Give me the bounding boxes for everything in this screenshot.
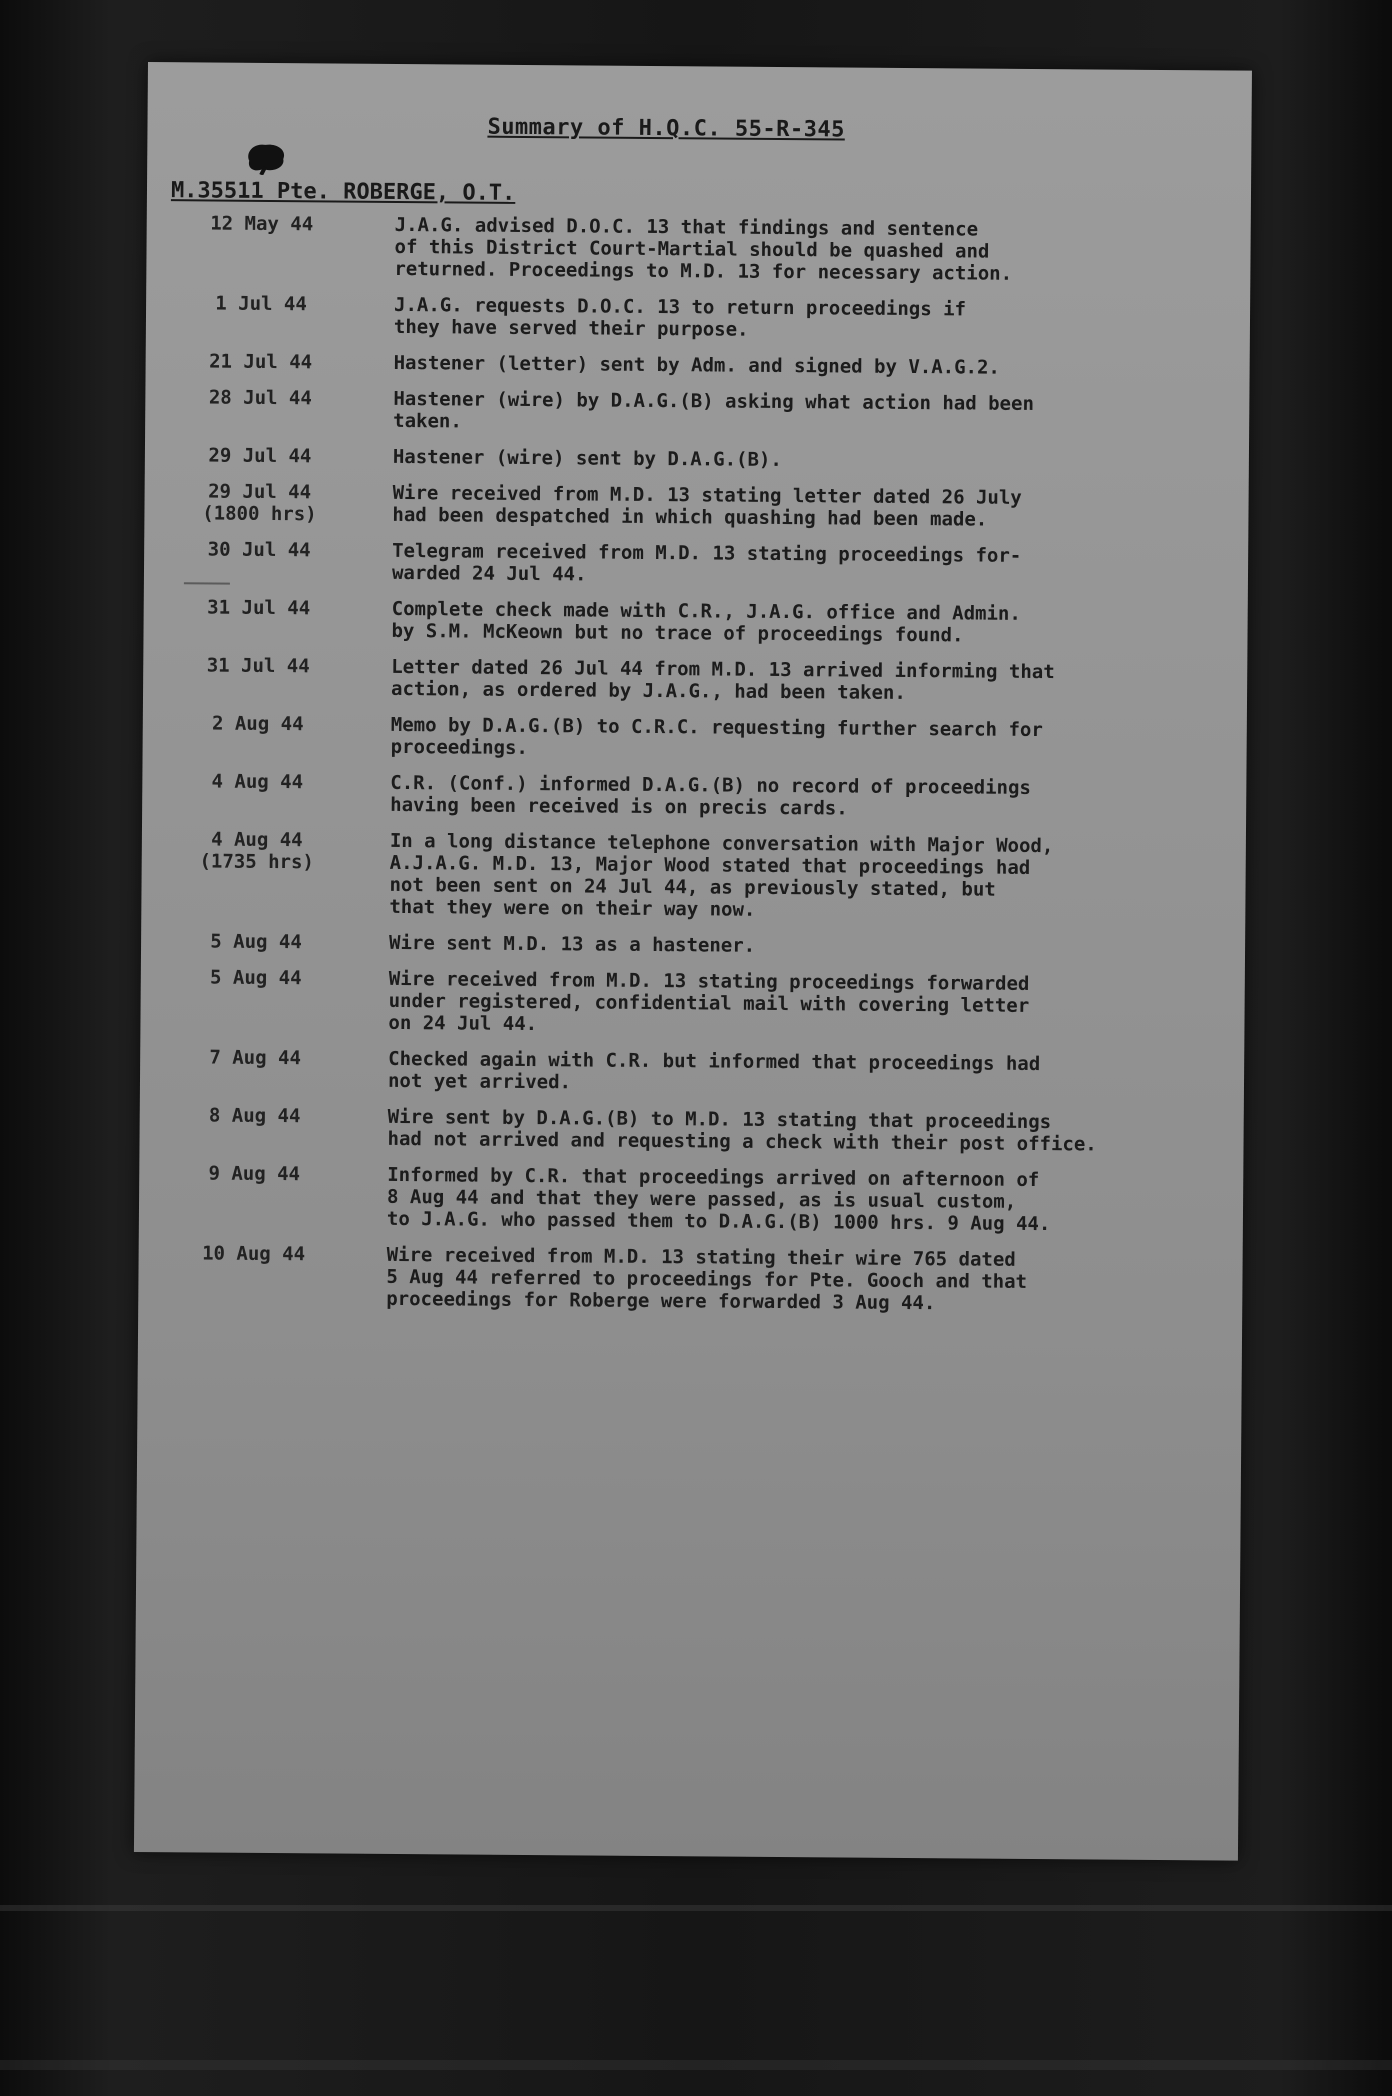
film-scratch-top [0,1905,1392,1911]
document-page [134,62,1252,1861]
chronology-entry [143,712,1247,765]
chronology-entry [143,654,1247,707]
chronology-entry [143,596,1247,649]
chronology-entry [140,1046,1244,1099]
chronology-entry [139,1104,1243,1157]
entry-text: In a long distance telephone conversation with Major Wood, A.J.A.G. M.D. 13, Major Wood stated that proceedings had not been sent on 24 Jul 44, as previously stated, but that they were on their way now. [389,829,1054,921]
entry-text: Telegram received from M.D. 13 stating proceedings for- warded 24 Jul 44. [391,539,1022,586]
document-content [134,62,1252,1861]
chronology-entry [144,538,1248,591]
entry-date: 7 Aug 44 [209,1046,302,1070]
chronology-list [138,212,1251,1331]
entry-date: 5 Aug 44 [209,966,302,990]
entry-date: 2 Aug 44 [211,712,304,736]
entry-date: 31 Jul 44 [207,596,311,620]
entry-text: Checked again with C.R. but informed that proceedings had not yet arrived. [387,1047,1041,1094]
ink-blot-mark [243,139,289,175]
entry-text: C.R. (Conf.) informed D.A.G.(B) no record of proceedings having been received is on precis cards. [390,771,1032,820]
chronology-entry [146,350,1250,381]
chronology-entry [141,828,1246,925]
chronology-entry [146,292,1250,345]
entry-date: 8 Aug 44 [208,1104,301,1128]
entry-text: J.A.G. requests D.O.C. 13 to return proceedings if they have served their purpose. [393,293,967,341]
entry-text: Wire received from M.D. 13 stating letter dated 26 July had been despatched in which quashing had been made. [392,481,1022,531]
entry-date: 12 May 44 [210,212,314,236]
entry-text: J.A.G. advised D.O.C. 13 that findings and sentence of this District Court-Martial should be quashed and returned. Proceedings to M.D. 13 for necessary action. [394,213,1013,285]
entry-text: Hastener (wire) sent by D.A.G.(B). [392,445,782,471]
entry-text: Complete check made with C.R., J.A.G. office and Admin. by S.M. McKeown but no trace of proceedings found. [391,597,1021,647]
entry-text: Wire received from M.D. 13 stating proceedings forwarded under registered, confidential mail with covering letter on 24 Jul 44. [388,967,1030,1036]
entry-date: 4 Aug 44 [211,770,304,794]
entry-date: 9 Aug 44 [208,1162,301,1186]
entry-text: Informed by C.R. that proceedings arrived on afternoon of 8 Aug 44 and that they were passed, as is usual custom, to J.A.G. who passed them to D.A.G.(B) 1000 hrs. 9 Aug 44. [386,1163,1051,1236]
chronology-entry [140,966,1244,1041]
entry-text: Memo by D.A.G.(B) to C.R.C. requesting further search for proceedings. [390,713,1043,760]
chronology-entry [141,930,1245,961]
document-title: Summary of H.Q.C. 55-R-345 [487,114,845,143]
entry-date: 29 Jul 44 (1800 hrs) [202,480,317,526]
entry-text: Wire received from M.D. 13 stating their wire 765 dated 5 Aug 44 referred to proceedings for Pte. Gooch and that proceedings for Roberge were forwarded 3 Aug 44. [386,1243,1028,1315]
entry-text: Wire sent by D.A.G.(B) to M.D. 13 stating that proceedings had not arrived and requesting a check with their post office. [387,1105,1097,1156]
entry-date: 4 Aug 44 (1735 hrs) [199,828,314,874]
document-subject: M.35511 Pte. ROBERGE, O.T. [170,178,516,206]
chronology-entry [139,1162,1243,1237]
entry-date: 1 Jul 44 [215,292,307,316]
entry-text: Wire sent M.D. 13 as a hastener. [389,931,756,957]
film-scratch-bottom [0,2060,1392,2070]
entry-date: 31 Jul 44 [206,654,310,678]
entry-date: 10 Aug 44 [202,1242,306,1266]
entry-date: 30 Jul 44 [207,538,311,562]
chronology-entry [142,770,1246,823]
entry-text: Hastener (letter) sent by Adm. and signed by V.A.G.2. [393,351,1000,379]
chronology-entry [144,480,1248,533]
entry-date: 28 Jul 44 [208,386,312,410]
entry-text: Letter dated 26 Jul 44 from M.D. 13 arrived informing that action, as ordered by J.A.G., had been taken. [390,655,1055,704]
entry-date: 5 Aug 44 [210,930,302,954]
entry-text: Hastener (wire) by D.A.G.(B) asking what action had been taken. [393,387,1035,433]
chronology-entry [145,386,1249,439]
entry-date: 21 Jul 44 [209,350,313,374]
chronology-entry [146,212,1250,287]
chronology-entry [145,444,1249,475]
entry-date: 29 Jul 44 [208,444,312,468]
chronology-entry [138,1242,1242,1317]
